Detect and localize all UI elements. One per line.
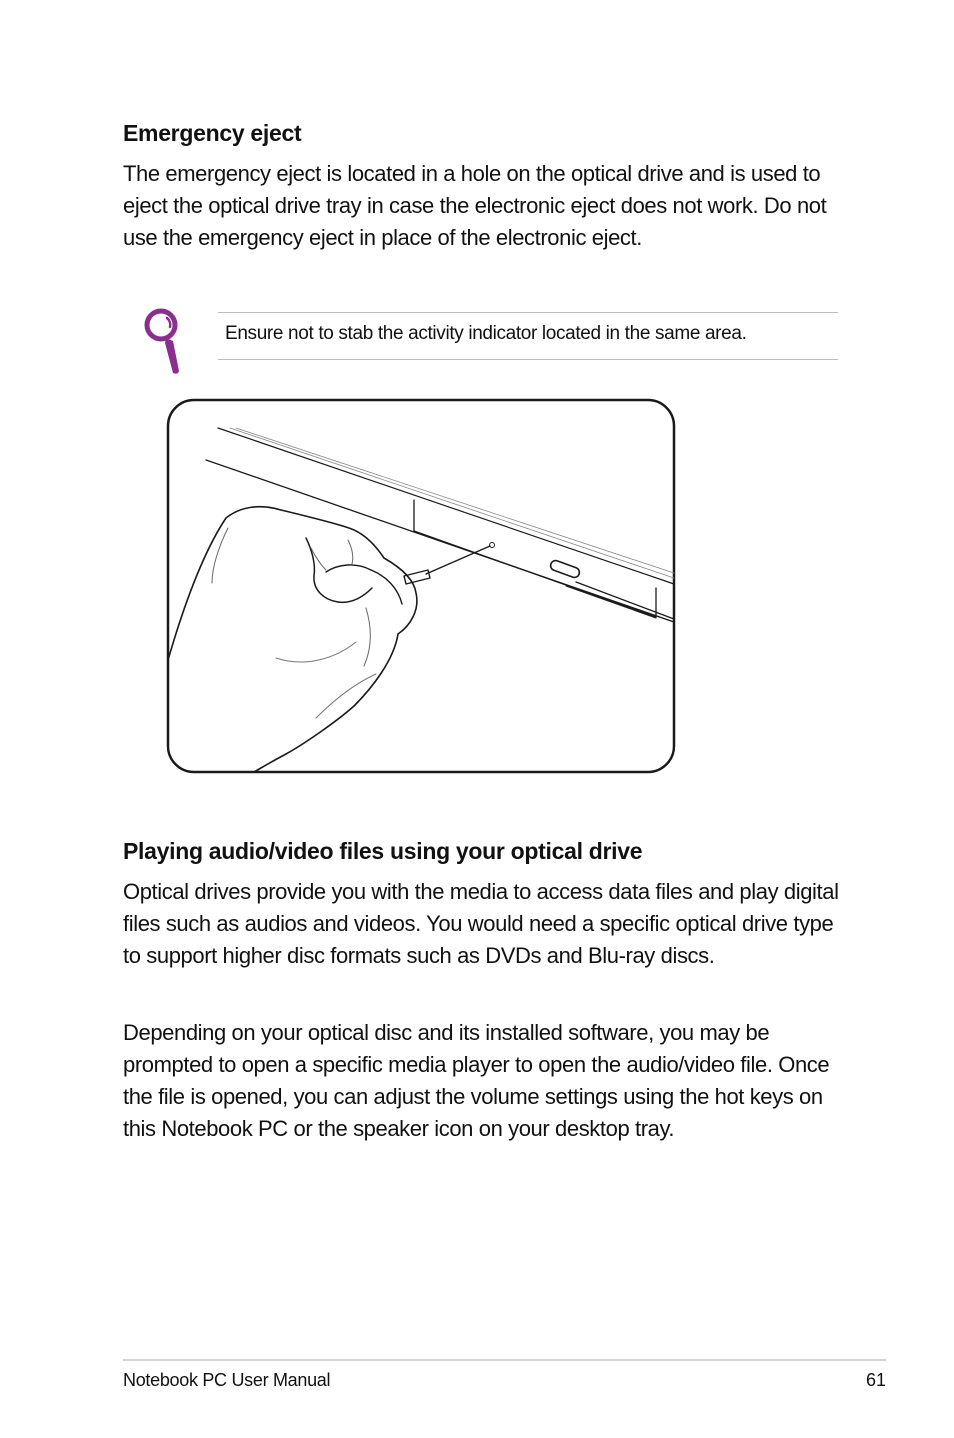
note-box: [218, 312, 838, 360]
note-text: Ensure not to stab the activity indicator located in the same area.: [225, 323, 747, 344]
paragraph-emergency-eject: The emergency eject is located in a hole on the optical drive and is used to eject the optical drive tray in case the electronic eject does not work. Do not use the emergency eject in place of the electronic eject.: [123, 161, 827, 250]
paragraph-playing-files-1: Optical drives provide you with the media to access data files and play digital files such as audios and videos. You would need a specific optical drive type to support higher disc formats such as DVDs and Blu-ray discs.: [123, 879, 839, 968]
footer-manual-title: Notebook PC User Manual: [123, 1370, 331, 1390]
magnifier-note-icon: [140, 305, 186, 382]
footer-page-number: 61: [865, 1370, 886, 1390]
emergency-eject-illustration: [166, 398, 676, 774]
footer-divider: [123, 1359, 886, 1361]
section-heading-emergency-eject: Emergency eject: [123, 120, 302, 146]
paragraph-playing-files-2: Depending on your optical disc and its installed software, you may be prompted to open a specific media player to open the audio/video file. Once the file is opened, you can adjust the volume settings using the hot keys on this Notebook PC or the speaker icon on your desktop tray.: [123, 1020, 830, 1141]
section-heading-playing-files: Playing audio/video files using your optical drive: [123, 838, 643, 864]
